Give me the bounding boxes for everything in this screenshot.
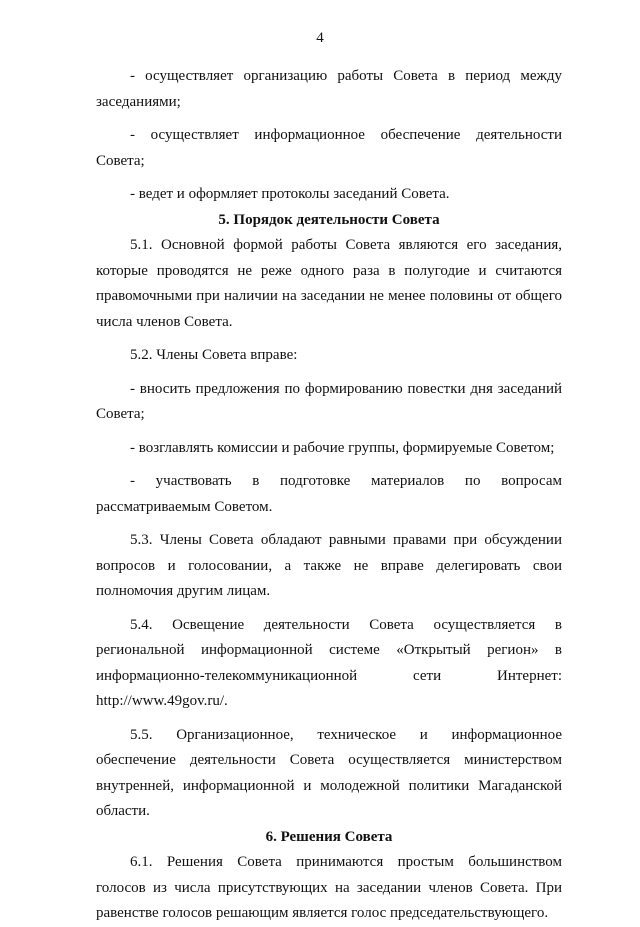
section-5-heading: 5. Порядок деятельности Совета bbox=[218, 211, 440, 228]
list-item-5-2-materials: - участвовать в подготовке материалов по вопросам рассматриваемым Советом. bbox=[96, 473, 562, 515]
list-item-5-2-commissions: - возглавлять комиссии и рабочие группы, формируемые Советом; bbox=[130, 439, 555, 456]
paragraph-5-3: 5.3. Члены Совета обладают равными правами при обсуждении вопросов и голосовании, а также не вправе делегировать свои полномочия другим лицам. bbox=[96, 532, 562, 599]
paragraph-5-5: 5.5. Организационное, техническое и информационное обеспечение деятельности Совета осуществляется министерством внутренней, информационной и молодежной политики Магаданской области. bbox=[96, 726, 562, 819]
section-6-heading: 6. Решения Совета bbox=[265, 828, 393, 845]
paragraph-duty-protocols: - ведет и оформляет протоколы заседаний Совета. bbox=[130, 186, 450, 202]
list-item-5-2-proposals: - вносить предложения по формированию повестки дня заседаний Совета; bbox=[96, 380, 562, 422]
paragraph-duty-organization: - осуществляет организацию работы Совета в период между заседаниями; bbox=[96, 68, 562, 110]
paragraph-6-1: 6.1. Решения Совета принимаются простым большинством голосов из числа присутствующих на заседании членов Совета. При равенстве голосов решающим является голос председательствующего. bbox=[96, 854, 562, 921]
document-body bbox=[96, 64, 562, 927]
paragraph-duty-info-support: - осуществляет информационное обеспечение деятельности Совета; bbox=[96, 127, 562, 169]
paragraph-5-4: 5.4. Освещение деятельности Совета осуществляется в региональной информационной системе «Открытый регион» в информационно-телекоммуникационной сети Интернет: http://www.49gov.ru/. bbox=[96, 616, 562, 709]
page-number: 4 bbox=[316, 30, 324, 46]
paragraph-5-1: 5.1. Основной формой работы Совета являются его заседания, которые проводятся не реже одного раза в полугодие и считаются правомочными при наличии на заседании не менее половины от общего числа членов Совета. bbox=[96, 237, 562, 330]
paragraph-5-2: 5.2. Члены Совета вправе: bbox=[130, 347, 298, 363]
